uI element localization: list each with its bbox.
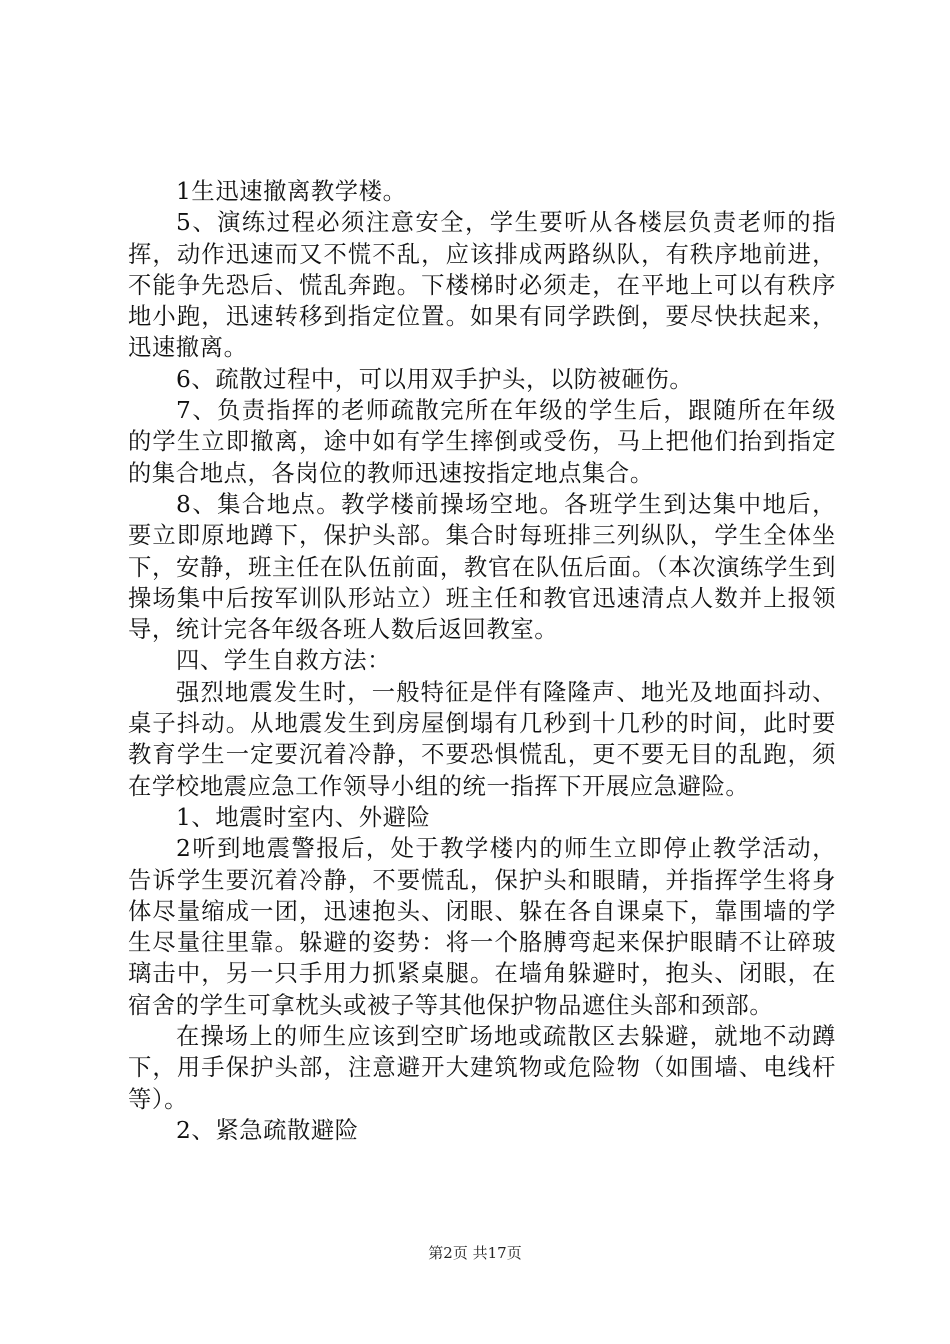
paragraph-drill-safety: 5、演练过程必须注意安全，学生要听从各楼层负责老师的指挥，动作迅速而又不慌不乱，应该排成两路纵队，有秩序地前进，不能争先恐后、慌乱奔跑。下楼梯时必须走，在平地上可以有秩序地小跑，迅速转移到指定位置。如果有同学跌倒，要尽快扶起来，迅速撤离。 (128, 209, 836, 362)
page-footer: 第2页 共17页 (428, 1244, 522, 1262)
subheading-emergency-evacuation: 2、紧急疏散避险 (176, 1116, 359, 1144)
paragraph-protect-head: 6、疏散过程中，可以用双手护头，以防被砸伤。 (176, 365, 694, 393)
paragraph-assembly-point: 8、集合地点。教学楼前操场空地。各班学生到达集中地后，要立即原地蹲下，保护头部。集合时每班排三列纵队，学生全体坐下，安静，班主任在队伍前面，教官在队伍后面。（本次演练学生到操场集中后按军训队形站立）班主任和教官迅速清点人数并上报领导，统计完各年级各班人数后返回教室。 (128, 490, 836, 644)
paragraph-earthquake-features: 强烈地震发生时，一般特征是伴有隆隆声、地光及地面抖动、桌子抖动。从地震发生到房屋倒塌有几秒到十几秒的时间，此时要教育学生一定要沉着冷静，不要恐惧慌乱，更不要无目的乱跑，须在学校地震应急工作领导小组的统一指挥下开展应急避险。 (128, 678, 836, 800)
section-heading-self-rescue: 四、学生自救方法： (176, 647, 392, 675)
document-body (128, 176, 836, 1146)
paragraph-indoor-shelter: 2听到地震警报后，处于教学楼内的师生立即停止教学活动，告诉学生要沉着冷静，不要慌乱，保护头和眼睛，并指挥学生将身体尽量缩成一团，迅速抱头、闭眼、躲在各自课桌下，靠围墙的学生尽量往里靠。躲避的姿势：将一个胳膊弯起来保护眼睛不让碎玻璃击中，另一只手用力抓紧桌腿。在墙角躲避时，抱头、闭眼，在宿舍的学生可拿枕头或被子等其他保护物品遮住头部和颈部。 (128, 835, 836, 1019)
subheading-indoor-outdoor-shelter: 1、地震时室内、外避险 (176, 803, 431, 831)
paragraph-evacuate-building: 1生迅速撤离教学楼。 (176, 178, 407, 205)
paragraph-playground-shelter: 在操场上的师生应该到空旷场地或疏散区去躲避，就地不动蹲下，用手保护头部，注意避开大建筑物或危险物（如围墙、电线杆等）。 (128, 1023, 836, 1113)
paragraph-teacher-evacuation: 7、负责指挥的老师疏散完所在年级的学生后，跟随所在年级的学生立即撤离，途中如有学生摔倒或受伤，马上把他们抬到指定的集合地点，各岗位的教师迅速按指定地点集合。 (128, 397, 836, 487)
